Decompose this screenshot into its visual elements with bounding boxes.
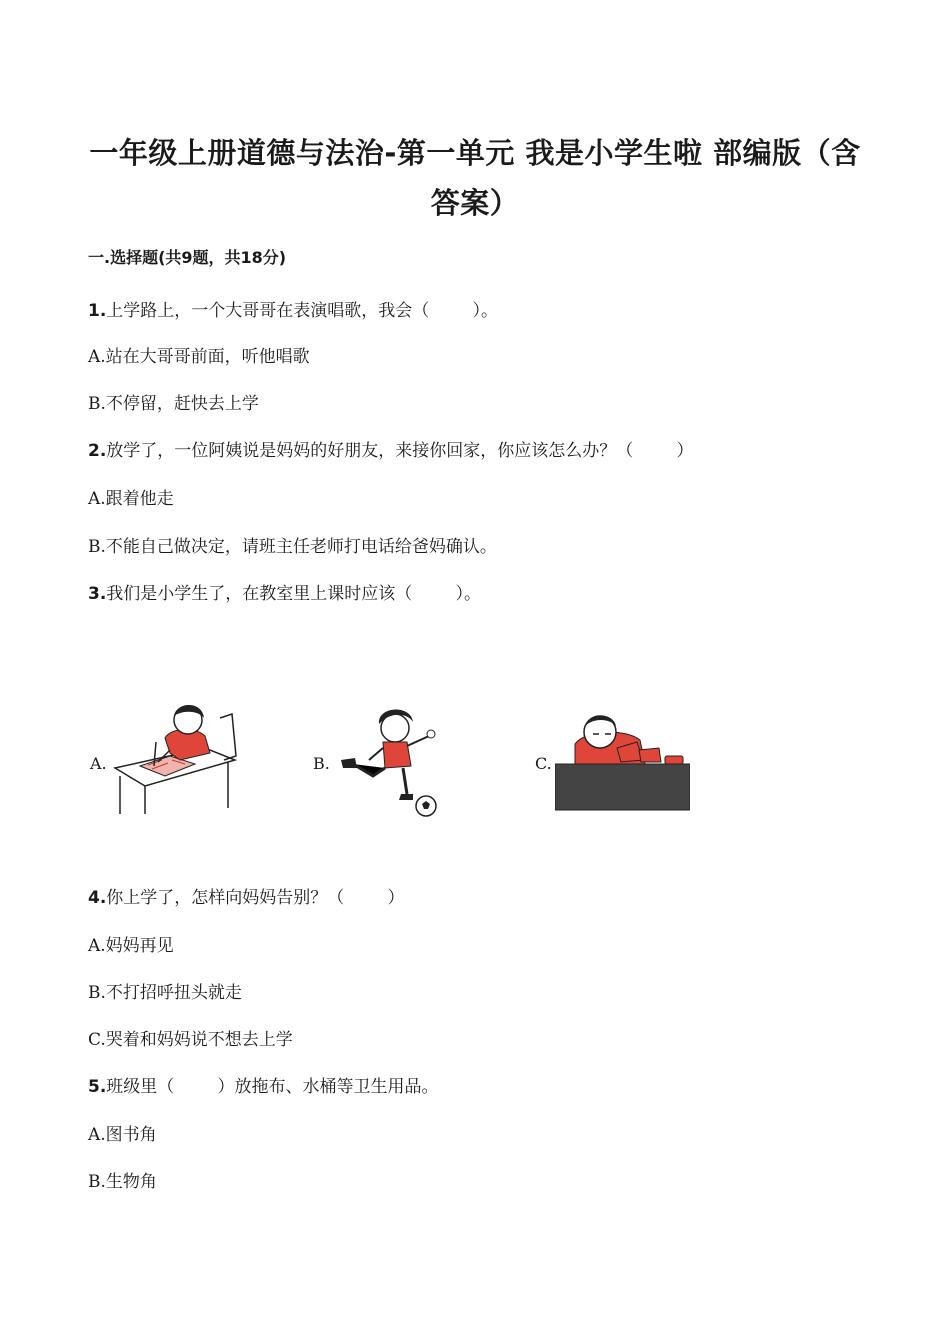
- question-number: 1.: [88, 301, 107, 321]
- child-playing-football-illustration: [333, 702, 448, 820]
- question-5: [88, 1072, 439, 1097]
- option-1b: B.不停留，赶快去上学: [88, 394, 259, 414]
- option-5a: A.图书角: [88, 1125, 157, 1145]
- question-4: [88, 883, 405, 908]
- title-line-2: 答案）: [430, 186, 520, 220]
- question-1: [88, 296, 498, 321]
- option-4c: C.哭着和妈妈说不想去上学: [88, 1030, 293, 1050]
- picture-option-c-label: C.: [535, 754, 552, 773]
- question-3: [88, 579, 481, 604]
- question-number: 3.: [88, 584, 107, 604]
- document-title: [60, 128, 890, 228]
- question-text: 你上学了，怎样向妈妈告别？（ ）: [106, 888, 405, 908]
- question-number: 2.: [88, 441, 107, 461]
- option-4b: B.不打招呼扭头就走: [88, 983, 242, 1003]
- question-text: 放学了，一位阿姨说是妈妈的好朋友，来接你回家，你应该怎么办？（ ）: [106, 441, 694, 461]
- question-text: 班级里（ ）放拖布、水桶等卫生用品。: [106, 1077, 439, 1097]
- option-2a: A.跟着他走: [88, 489, 174, 509]
- section-heading: 一.选择题(共9题，共18分): [88, 248, 287, 267]
- title-line-1: 一年级上册道德与法治-第一单元 我是小学生啦 部编版（含: [89, 136, 861, 170]
- child-writing-illustration: [110, 698, 245, 816]
- question-text: 我们是小学生了，在教室里上课时应该（ ）。: [106, 584, 482, 604]
- picture-option-a-label: A.: [90, 754, 107, 773]
- question-number: 4.: [88, 888, 107, 908]
- option-1a: A.站在大哥哥前面，听他唱歌: [88, 347, 310, 367]
- question-2: [88, 436, 694, 461]
- option-4a: A.妈妈再见: [88, 936, 174, 956]
- question-number: 5.: [88, 1077, 107, 1097]
- question-text: 上学路上，一个大哥哥在表演唱歌，我会（ ）。: [106, 301, 499, 321]
- child-sleeping-illustration: [555, 700, 690, 814]
- option-5b: B.生物角: [88, 1172, 157, 1192]
- picture-option-b-label: B.: [313, 754, 330, 773]
- option-2b: B.不能自己做决定，请班主任老师打电话给爸妈确认。: [88, 537, 497, 557]
